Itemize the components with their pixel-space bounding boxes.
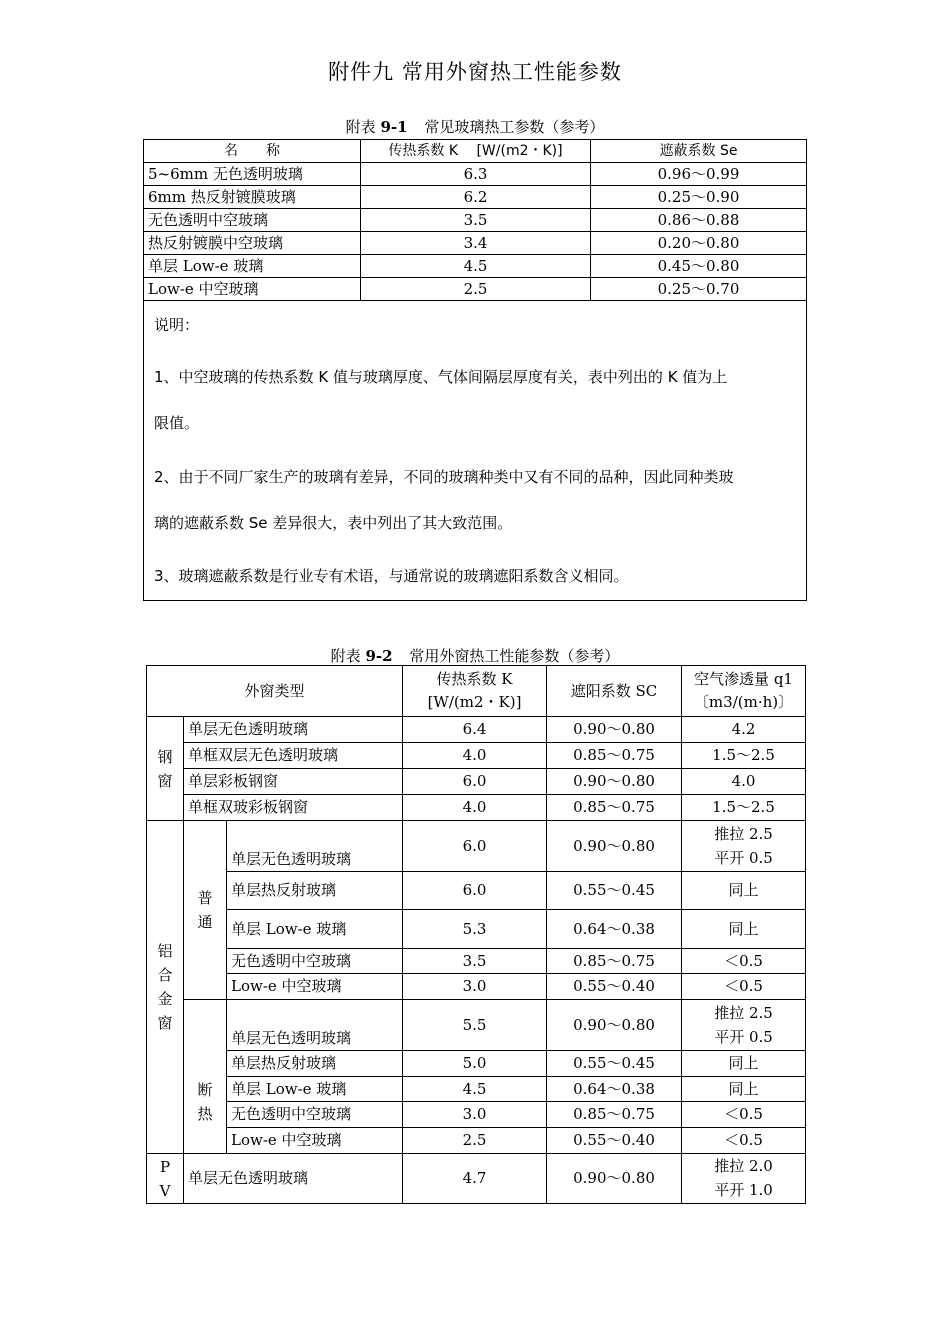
header-k: 传热系数 K [W/(m2・K)]: [361, 140, 591, 163]
table-row: [147, 1154, 806, 1204]
table-row: [147, 910, 806, 949]
cell-sc: 0.55～0.45: [547, 1051, 682, 1077]
table-row: [147, 949, 806, 974]
cell-name: 无色透明中空玻璃: [144, 209, 361, 232]
cell-se: 0.25～0.70: [591, 278, 807, 301]
table-row: [144, 186, 807, 209]
cell-q: 1.5～2.5: [682, 795, 806, 821]
cell-q-line-2: 平开 0.5: [714, 1027, 773, 1046]
cell-q-line-2: 平开 1.0: [714, 1181, 773, 1199]
normal-label-char: 通: [197, 913, 213, 931]
cell-k: 2.5: [403, 1128, 547, 1154]
cell-k: 3.4: [361, 232, 591, 255]
steel-label-char: 窗: [157, 771, 173, 790]
header-q: [682, 666, 806, 717]
cell-sc: 0.55～0.40: [547, 974, 682, 1000]
cell-sc: 0.85～0.75: [547, 1102, 682, 1128]
cell-k: 6.0: [403, 769, 547, 795]
pv-label-char: V: [159, 1181, 171, 1200]
cell-name: 单层 Low-e 玻璃: [227, 1077, 403, 1102]
window-parameters-table: [146, 665, 806, 1204]
cell-name: 无色透明中空玻璃: [227, 1102, 403, 1128]
table-row: [144, 232, 807, 255]
cell-sc: 0.64～0.38: [547, 910, 682, 949]
cell-q: 同上: [682, 1077, 806, 1102]
table-row: [147, 717, 806, 743]
table2-caption-text: 常用外窗热工性能参数（参考）: [409, 647, 620, 665]
table-row: [147, 1077, 806, 1102]
header-sc: 遮阳系数 SC: [547, 666, 682, 717]
cell-k: 4.7: [403, 1154, 547, 1204]
note-1-line-2: 限值。: [154, 414, 200, 432]
table-row: [147, 872, 806, 910]
cell-name: 单层 Low-e 玻璃: [144, 255, 361, 278]
cell-q: 4.0: [682, 769, 806, 795]
cell-sc: 0.85～0.75: [547, 795, 682, 821]
table1-caption-num: 9-1: [380, 118, 408, 136]
cell-k: 6.2: [361, 186, 591, 209]
cell-name: 6mm 热反射镀膜玻璃: [144, 186, 361, 209]
cell-name: 无色透明中空玻璃: [227, 949, 403, 974]
cell-sc: 0.90～0.80: [547, 821, 682, 872]
cell-k: 4.0: [403, 795, 547, 821]
cell-k: 3.0: [403, 1102, 547, 1128]
cell-k: 3.0: [403, 974, 547, 1000]
cell-se: 0.86～0.88: [591, 209, 807, 232]
thermal-break-label-char: 断: [197, 1080, 213, 1099]
header-q-line-2: 〔m3/(m·h)〕: [693, 693, 794, 711]
cell-sc: 0.55～0.40: [547, 1128, 682, 1154]
cell-k: 4.0: [403, 743, 547, 769]
cell-name: Low-e 中空玻璃: [227, 974, 403, 1000]
thermal-break-label: [184, 1000, 227, 1154]
cell-k: 3.5: [361, 209, 591, 232]
cell-q: ＜0.5: [682, 949, 806, 974]
table1-caption-prefix: 附表: [345, 118, 376, 136]
header-se: 遮蔽系数 Se: [591, 140, 807, 163]
header-k: [403, 666, 547, 717]
notes-box: [143, 300, 807, 601]
cell-name: 单框双层无色透明玻璃: [184, 743, 403, 769]
steel-label-char: 钢: [157, 747, 173, 766]
cell-name: 热反射镀膜中空玻璃: [144, 232, 361, 255]
table2-caption-num: 9-2: [365, 647, 393, 665]
cell-k: 6.4: [403, 717, 547, 743]
table-row: [147, 1000, 806, 1051]
table2-caption-prefix: 附表: [330, 647, 361, 665]
cell-se: 0.20～0.80: [591, 232, 807, 255]
aluminium-label-char: 窗: [157, 1014, 173, 1032]
cell-sc: 0.85～0.75: [547, 743, 682, 769]
page-title: 附件九 常用外窗热工性能参数: [328, 60, 622, 84]
table-row: [144, 255, 807, 278]
table-row: [147, 795, 806, 821]
header-window-type: 外窗类型: [147, 666, 403, 717]
cell-k: 5.3: [403, 910, 547, 949]
cell-q: 4.2: [682, 717, 806, 743]
cell-k: 4.5: [361, 255, 591, 278]
table-header-row: [144, 140, 807, 163]
cell-k: 6.3: [361, 163, 591, 186]
cell-q: [682, 1154, 806, 1204]
table-header-row: [147, 666, 806, 717]
cell-q: 同上: [682, 872, 806, 910]
cell-q-line-1: 推拉 2.5: [714, 824, 773, 843]
cell-sc: 0.90～0.80: [547, 1000, 682, 1051]
header-q-line-1: 空气渗透量 q1: [694, 670, 793, 688]
note-3: 3、玻璃遮蔽系数是行业专有术语，与通常说的玻璃遮阳系数含义相同。: [154, 567, 629, 585]
cell-q: ＜0.5: [682, 1102, 806, 1128]
cell-name: 单层无色透明玻璃: [227, 821, 403, 872]
aluminium-window-label: [147, 821, 184, 1154]
note-2-line-1: 2、由于不同厂家生产的玻璃有差异，不同的玻璃种类中又有不同的品种，因此同种类玻: [154, 468, 734, 486]
cell-q-line-2: 平开 0.5: [714, 848, 773, 867]
cell-k: 6.0: [403, 821, 547, 872]
table-row: [147, 1051, 806, 1077]
cell-q-line-1: 推拉 2.5: [714, 1003, 773, 1022]
cell-sc: 0.64～0.38: [547, 1077, 682, 1102]
table-row: [147, 821, 806, 872]
cell-name: 单层 Low-e 玻璃: [227, 910, 403, 949]
cell-k: 5.5: [403, 1000, 547, 1051]
aluminium-label-char: 合: [157, 966, 173, 984]
pv-label-char: P: [159, 1157, 171, 1176]
normal-frame-label: [184, 821, 227, 1000]
table-row: [147, 743, 806, 769]
cell-q: [682, 1000, 806, 1051]
cell-sc: 0.90～0.80: [547, 1154, 682, 1204]
cell-q: 同上: [682, 910, 806, 949]
thermal-break-label-char: 热: [197, 1104, 213, 1123]
cell-q: [682, 821, 806, 872]
cell-sc: 0.85～0.75: [547, 949, 682, 974]
cell-se: 0.45～0.80: [591, 255, 807, 278]
table2-caption: [0, 645, 950, 666]
cell-k: 5.0: [403, 1051, 547, 1077]
cell-name: 单框双玻彩板钢窗: [184, 795, 403, 821]
cell-sc: 0.90～0.80: [547, 769, 682, 795]
header-k-line-1: 传热系数 K: [436, 670, 513, 688]
glass-parameters-table: [143, 139, 807, 301]
table-row: [144, 278, 807, 301]
table-row: [147, 769, 806, 795]
cell-q: ＜0.5: [682, 1128, 806, 1154]
cell-se: 0.25～0.90: [591, 186, 807, 209]
cell-se: 0.96～0.99: [591, 163, 807, 186]
steel-window-label: [147, 717, 184, 821]
cell-name: 单层无色透明玻璃: [184, 717, 403, 743]
cell-k: 4.5: [403, 1077, 547, 1102]
cell-q: 1.5～2.5: [682, 743, 806, 769]
cell-q: 同上: [682, 1051, 806, 1077]
cell-k: 3.5: [403, 949, 547, 974]
cell-name: 单层无色透明玻璃: [227, 1000, 403, 1051]
table-row: [144, 163, 807, 186]
table-row: [147, 1102, 806, 1128]
table-row: [144, 209, 807, 232]
cell-q-line-1: 推拉 2.0: [714, 1157, 773, 1175]
header-name: 名 称: [144, 140, 361, 163]
cell-name: 单层无色透明玻璃: [184, 1154, 403, 1204]
aluminium-label-char: 金: [157, 990, 173, 1008]
normal-label-char: 普: [197, 889, 213, 907]
aluminium-label-char: 铝: [157, 942, 173, 960]
table-row: [147, 1128, 806, 1154]
cell-sc: 0.90～0.80: [547, 717, 682, 743]
table1-caption-text: 常见玻璃热工参数（参考）: [424, 118, 605, 136]
table1-caption: [0, 116, 950, 137]
table-row: [147, 974, 806, 1000]
cell-name: 单层彩板钢窗: [184, 769, 403, 795]
note-2-line-2: 璃的遮蔽系数 Se 差异很大，表中列出了其大致范围。: [154, 514, 513, 532]
cell-q: ＜0.5: [682, 974, 806, 1000]
cell-name: 单层热反射玻璃: [227, 872, 403, 910]
pv-window-label: [147, 1154, 184, 1204]
cell-name: 单层热反射玻璃: [227, 1051, 403, 1077]
cell-k: 6.0: [403, 872, 547, 910]
header-k-line-2: [W/(m2・K)]: [427, 693, 522, 711]
cell-name: 5~6mm 无色透明玻璃: [144, 163, 361, 186]
cell-sc: 0.55～0.45: [547, 872, 682, 910]
cell-name: Low-e 中空玻璃: [227, 1128, 403, 1154]
note-1-line-1: 1、中空玻璃的传热系数 K 值与玻璃厚度、气体间隔层厚度有关，表中列出的 K 值为上: [154, 368, 728, 386]
notes-heading: 说明：: [154, 316, 200, 334]
cell-name: Low-e 中空玻璃: [144, 278, 361, 301]
cell-k: 2.5: [361, 278, 591, 301]
